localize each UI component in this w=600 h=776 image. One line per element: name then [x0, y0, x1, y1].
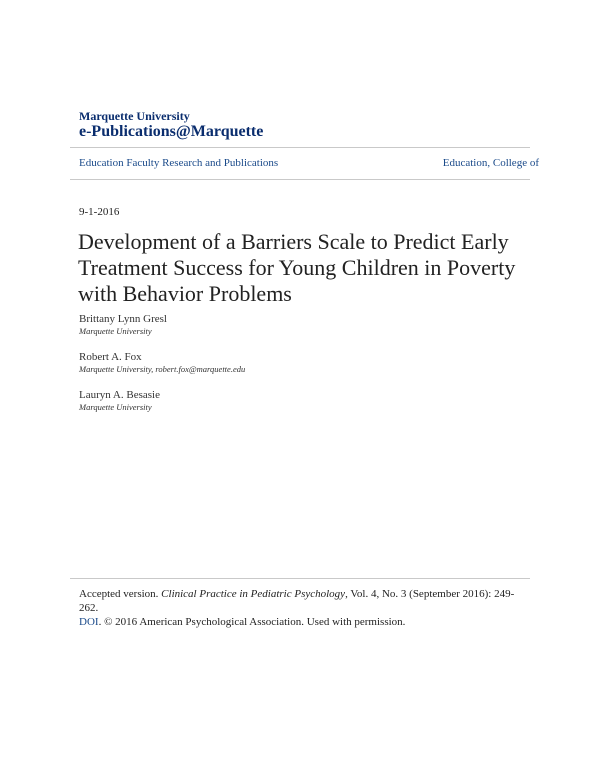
citation-prefix: Accepted version.: [79, 588, 162, 600]
author-entry: [79, 389, 479, 413]
repository-logo[interactable]: [79, 109, 379, 141]
divider-nav: [70, 179, 530, 180]
university-name: Marquette University: [79, 109, 190, 123]
collection-link[interactable]: Education Faculty Research and Publications: [79, 157, 279, 169]
author-entry: [79, 351, 479, 375]
publication-date: 9-1-2016: [79, 206, 120, 218]
copyright-notice: . © 2016 American Psychological Association. Used with permission.: [98, 616, 406, 628]
author-affiliation: Marquette University, robert.fox@marquette.edu: [79, 364, 246, 374]
department-link[interactable]: Education, College of: [442, 157, 539, 169]
author-name: Lauryn A. Besasie: [79, 389, 160, 401]
author-affiliation: Marquette University: [79, 402, 152, 412]
citation-block: [79, 587, 529, 629]
repository-name: e-Publications@Marquette: [79, 123, 264, 140]
author-affiliation: Marquette University: [79, 326, 152, 336]
journal-name: Clinical Practice in Pediatric Psychology: [161, 588, 346, 600]
author-name: Robert A. Fox: [79, 351, 142, 363]
author-name: Brittany Lynn Gresl: [79, 313, 167, 325]
divider-citation: [70, 578, 530, 579]
document-title: Development of a Barriers Scale to Predict Early Treatment Success for Young Children in Poverty with Behavior Problems: [78, 229, 516, 306]
citation-details: , Vol. 4, No. 3 (September 2016): 249-262.: [79, 588, 515, 614]
doi-link[interactable]: DOI: [79, 616, 99, 628]
author-entry: [79, 313, 479, 337]
divider-top: [70, 147, 530, 148]
